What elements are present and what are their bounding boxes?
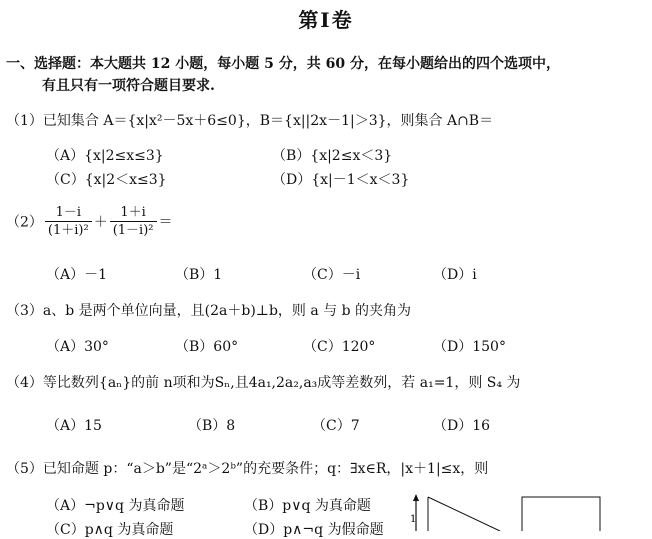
fraction-2-numerator: 1＋i <box>110 205 157 222</box>
section-heading-line1: 一、选择题：本大题共 12 小题，每小题 5 分，共 60 分，在每小题给出的四个选项中， <box>6 56 560 72</box>
fraction-1-numerator: 1－i <box>45 205 92 222</box>
question-1-stem: （1）已知集合 A＝{x|x²－5x＋6≤0}，B＝{x||2x－1|＞3}，则集合 A∩B＝ <box>6 113 494 129</box>
question-1-option-c: （C）{x|2＜x≤3} <box>46 172 167 188</box>
fraction-2-denominator: (1－i)² <box>112 223 154 238</box>
question-4-option-d: （D）16 <box>433 418 491 434</box>
question-2-option-d: （D）i <box>433 267 477 283</box>
question-5-option-a: （A）¬p∨q 为真命题 <box>46 498 185 514</box>
fraction-1-denominator: (1＋i)² <box>47 223 89 238</box>
question-4-stem: （4）等比数列{aₙ}的前 n项和为Sₙ,且4a₁,2a₂,a₃成等差数列，若 a₁=1，则 S₄ 为 <box>6 375 521 391</box>
question-3-option-d: （D）150° <box>433 339 506 355</box>
question-3-option-c: （C）120° <box>303 339 376 355</box>
question-5-option-c: （C）p∧q 为真命题 <box>46 522 174 538</box>
question-2-fraction-2 <box>110 205 157 240</box>
graph-figure <box>400 494 610 531</box>
question-4-option-a: （A）15 <box>46 418 102 434</box>
question-2-equals: ＝ <box>158 214 173 231</box>
figure-box <box>522 497 600 531</box>
question-2-option-a: （A）－1 <box>46 267 108 283</box>
question-1-option-a: （A）{x|2≤x≤3} <box>46 148 164 164</box>
question-1-option-b: （B）{x|2≤x＜3} <box>272 148 393 164</box>
question-2-plus: ＋ <box>93 214 108 231</box>
question-2-fraction-1 <box>45 205 92 240</box>
question-2-option-b: （B）1 <box>175 267 223 283</box>
question-1-option-d: （D）{x|－1＜x＜3} <box>272 172 410 188</box>
question-2-stem <box>6 205 173 240</box>
figure-axis-arrow <box>413 494 419 501</box>
page-title: 第Ⅰ卷 <box>298 8 354 32</box>
figure-axis-label: 1 <box>410 514 417 525</box>
question-3-option-b: （B）60° <box>175 339 239 355</box>
question-5-option-d: （D）p∧¬q 为假命题 <box>244 522 384 538</box>
question-4-option-c: （C）7 <box>312 418 360 434</box>
question-2-option-c: （C）－i <box>303 267 361 283</box>
figure-diagonal-line <box>428 497 500 531</box>
question-3-option-a: （A）30° <box>46 339 109 355</box>
question-5-option-b: （B）p∨q 为真命题 <box>244 498 371 514</box>
question-3-stem: （3）a、b 是两个单位向量，且(2a＋b)⊥b，则 a 与 b 的夹角为 <box>6 303 412 319</box>
question-5-stem: （5）已知命题 p：“a＞b”是“2ᵃ＞2ᵇ”的充要条件；q：∃x∈R，|x＋1|≤x，则 <box>6 461 489 477</box>
question-4-option-b: （B）8 <box>188 418 236 434</box>
section-heading-line2: 有且只有一项符合题目要求. <box>42 78 215 94</box>
question-2-prefix: （2） <box>6 214 43 231</box>
